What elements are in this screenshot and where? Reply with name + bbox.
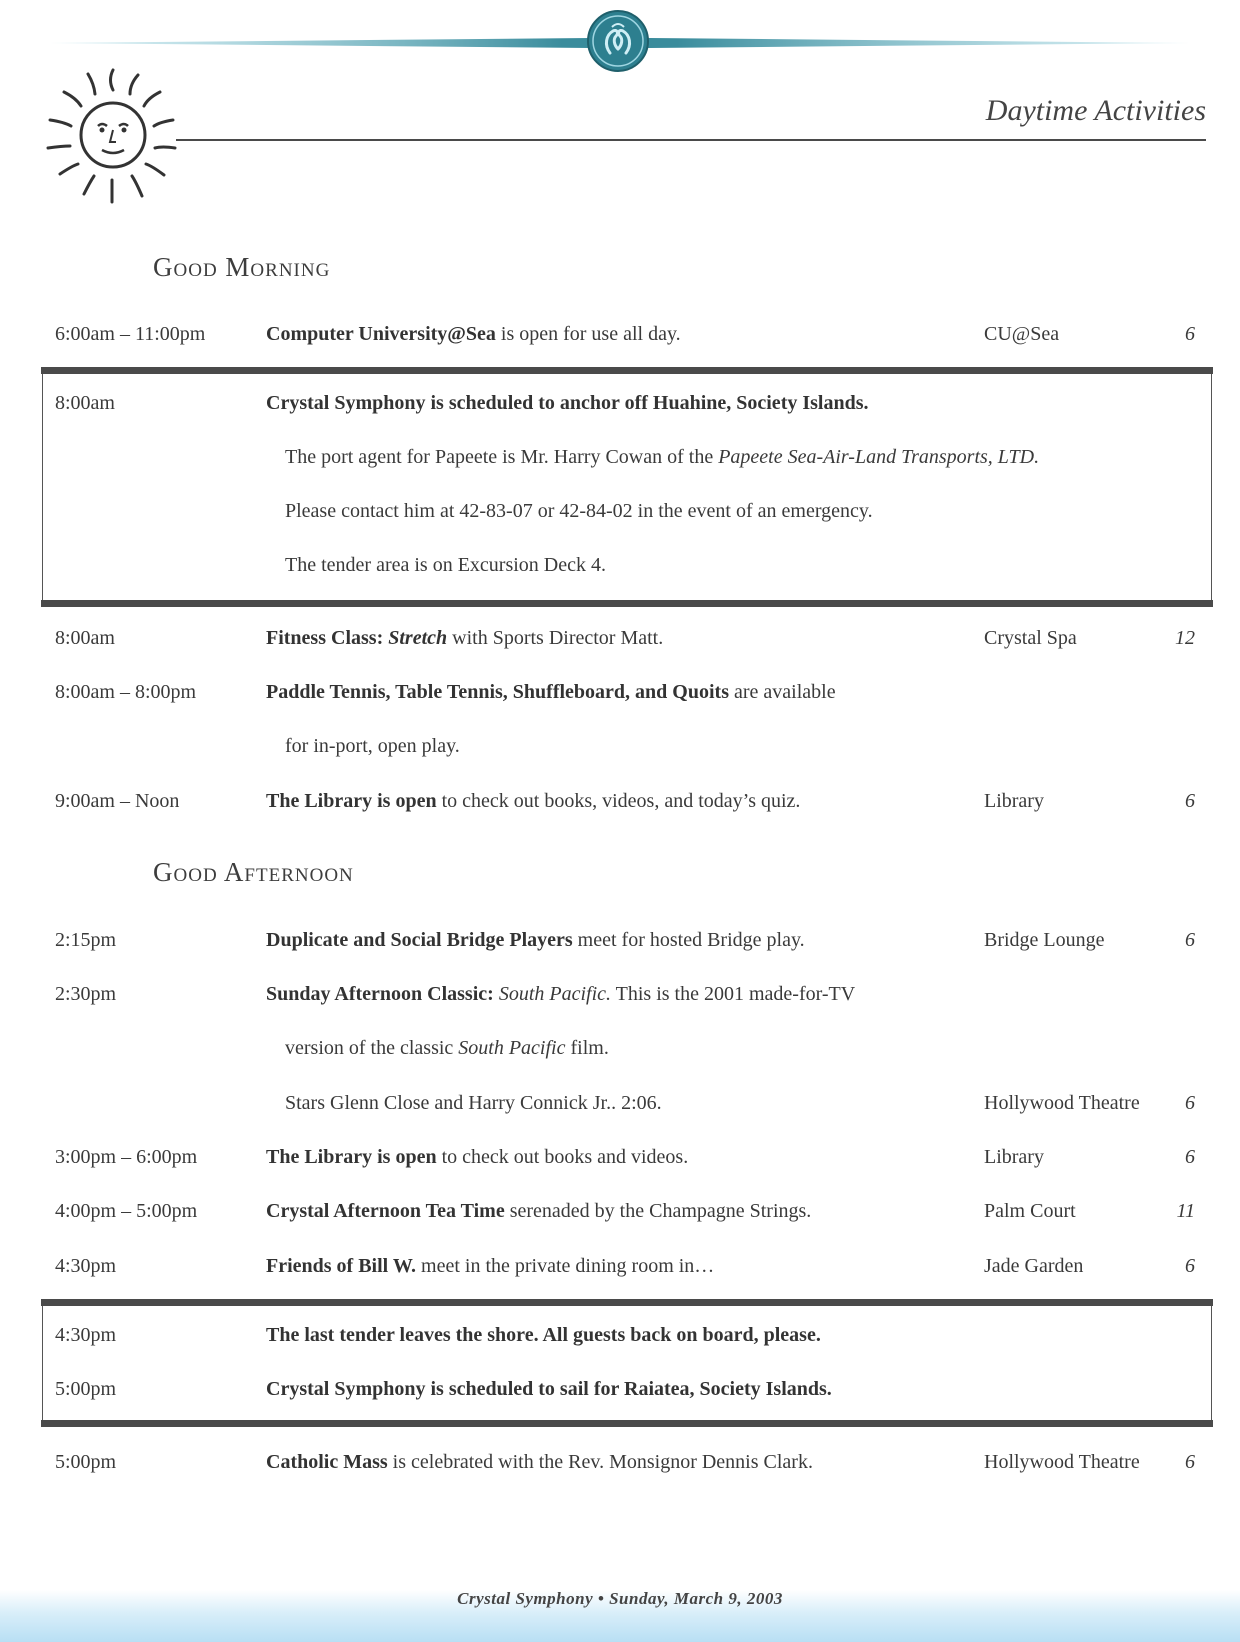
row-description: Paddle Tennis, Table Tennis, Shuffleboard, and Quoits are available: [266, 681, 836, 703]
row-location: Palm Court: [984, 1200, 1076, 1222]
row-time: 5:00pm: [55, 1378, 117, 1400]
schedule-row: [0, 790, 1240, 830]
row-description: The Library is open to check out books and videos.: [266, 1146, 689, 1168]
sail-away-row: [0, 1324, 1240, 1364]
row-location: Bridge Lounge: [984, 929, 1105, 951]
row-location: Hollywood Theatre: [984, 1092, 1140, 1114]
row-deck: 6: [1185, 929, 1195, 951]
row-description: The Library is open to check out books, videos, and today’s quiz.: [266, 790, 801, 812]
row-description: Duplicate and Social Bridge Players meet for hosted Bridge play.: [266, 929, 805, 951]
row-deck: 6: [1185, 1451, 1195, 1473]
row-description: Crystal Afternoon Tea Time serenaded by the Champagne Strings.: [266, 1200, 812, 1222]
row-time: 4:30pm: [55, 1255, 117, 1277]
port-tender-line: The tender area is on Excursion Deck 4.: [285, 554, 606, 576]
row-location: Library: [984, 790, 1044, 812]
page-title: Daytime Activities: [985, 94, 1206, 127]
row-deck: 6: [1185, 323, 1195, 345]
schedule-row: [0, 681, 1240, 721]
schedule-row: [0, 1200, 1240, 1240]
schedule-row: [0, 1146, 1240, 1186]
row-description: Computer University@Sea is open for use all day.: [266, 323, 681, 345]
row-location: Hollywood Theatre: [984, 1451, 1140, 1473]
row-time: 4:30pm: [55, 1324, 117, 1346]
row-deck: 12: [1175, 627, 1195, 649]
schedule-row-continuation: version of the classic South Pacific film.: [285, 1037, 609, 1059]
row-deck: 11: [1176, 1200, 1195, 1222]
row-description: Fitness Class: Stretch with Sports Director Matt.: [266, 627, 664, 649]
row-location: Library: [984, 1146, 1044, 1168]
port-headline: Crystal Symphony is scheduled to anchor off Huahine, Society Islands.: [266, 392, 869, 414]
schedule-row: [0, 1255, 1240, 1295]
port-arrival-row: [0, 392, 1240, 432]
row-deck: 6: [1185, 1146, 1195, 1168]
row-time: 8:00am – 8:00pm: [55, 681, 197, 703]
row-time: 3:00pm – 6:00pm: [55, 1146, 198, 1168]
sun-face-icon: [38, 60, 188, 210]
schedule-row: [0, 323, 1240, 363]
row-location: Jade Garden: [984, 1255, 1084, 1277]
row-description: Crystal Symphony is scheduled to sail for Raiatea, Society Islands.: [266, 1378, 832, 1400]
header-rule: [176, 139, 1206, 141]
port-contact-line: Please contact him at 42-83-07 or 42-84-02 in the event of an emergency.: [285, 500, 873, 522]
row-time: 2:30pm: [55, 983, 117, 1005]
row-deck: 6: [1185, 1255, 1195, 1277]
section-heading-morning: Good Morning: [153, 252, 331, 282]
port-agent-line: The port agent for Papeete is Mr. Harry Cowan of the Papeete Sea-Air-Land Transports, LTD.: [285, 446, 1040, 468]
row-time: 8:00am: [55, 627, 115, 649]
footer-text: Crystal Symphony • Sunday, March 9, 2003: [457, 1589, 783, 1608]
row-description: Catholic Mass is celebrated with the Rev. Monsignor Dennis Clark.: [266, 1451, 813, 1473]
schedule-row-continuation: for in-port, open play.: [285, 735, 460, 757]
row-time: 5:00pm: [55, 1451, 117, 1473]
schedule-row: [0, 1451, 1240, 1491]
schedule-row: [0, 627, 1240, 667]
row-time: 9:00am – Noon: [55, 790, 180, 812]
section-heading-afternoon: Good Afternoon: [153, 857, 354, 887]
row-time: 8:00am: [55, 392, 115, 414]
row-description: Friends of Bill W. meet in the private dining room in…: [266, 1255, 715, 1277]
row-deck: 6: [1185, 1092, 1195, 1114]
row-time: 4:00pm – 5:00pm: [55, 1200, 198, 1222]
row-description: The last tender leaves the shore. All guests back on board, please.: [266, 1324, 821, 1346]
row-location: Crystal Spa: [984, 627, 1077, 649]
schedule-row-continuation: Stars Glenn Close and Harry Connick Jr.. 2:06. Hollywood Theatre 6: [285, 1092, 1195, 1114]
row-location: CU@Sea: [984, 323, 1060, 345]
row-description: Sunday Afternoon Classic: South Pacific. This is the 2001 made-for-TV: [266, 983, 856, 1005]
row-time: 6:00am – 11:00pm: [55, 323, 206, 345]
schedule-row: [0, 983, 1240, 1023]
sail-away-row: [0, 1378, 1240, 1418]
row-deck: 6: [1185, 790, 1195, 812]
row-time: 2:15pm: [55, 929, 117, 951]
seahorse-medallion-icon: [586, 9, 650, 73]
schedule-row: [0, 929, 1240, 969]
